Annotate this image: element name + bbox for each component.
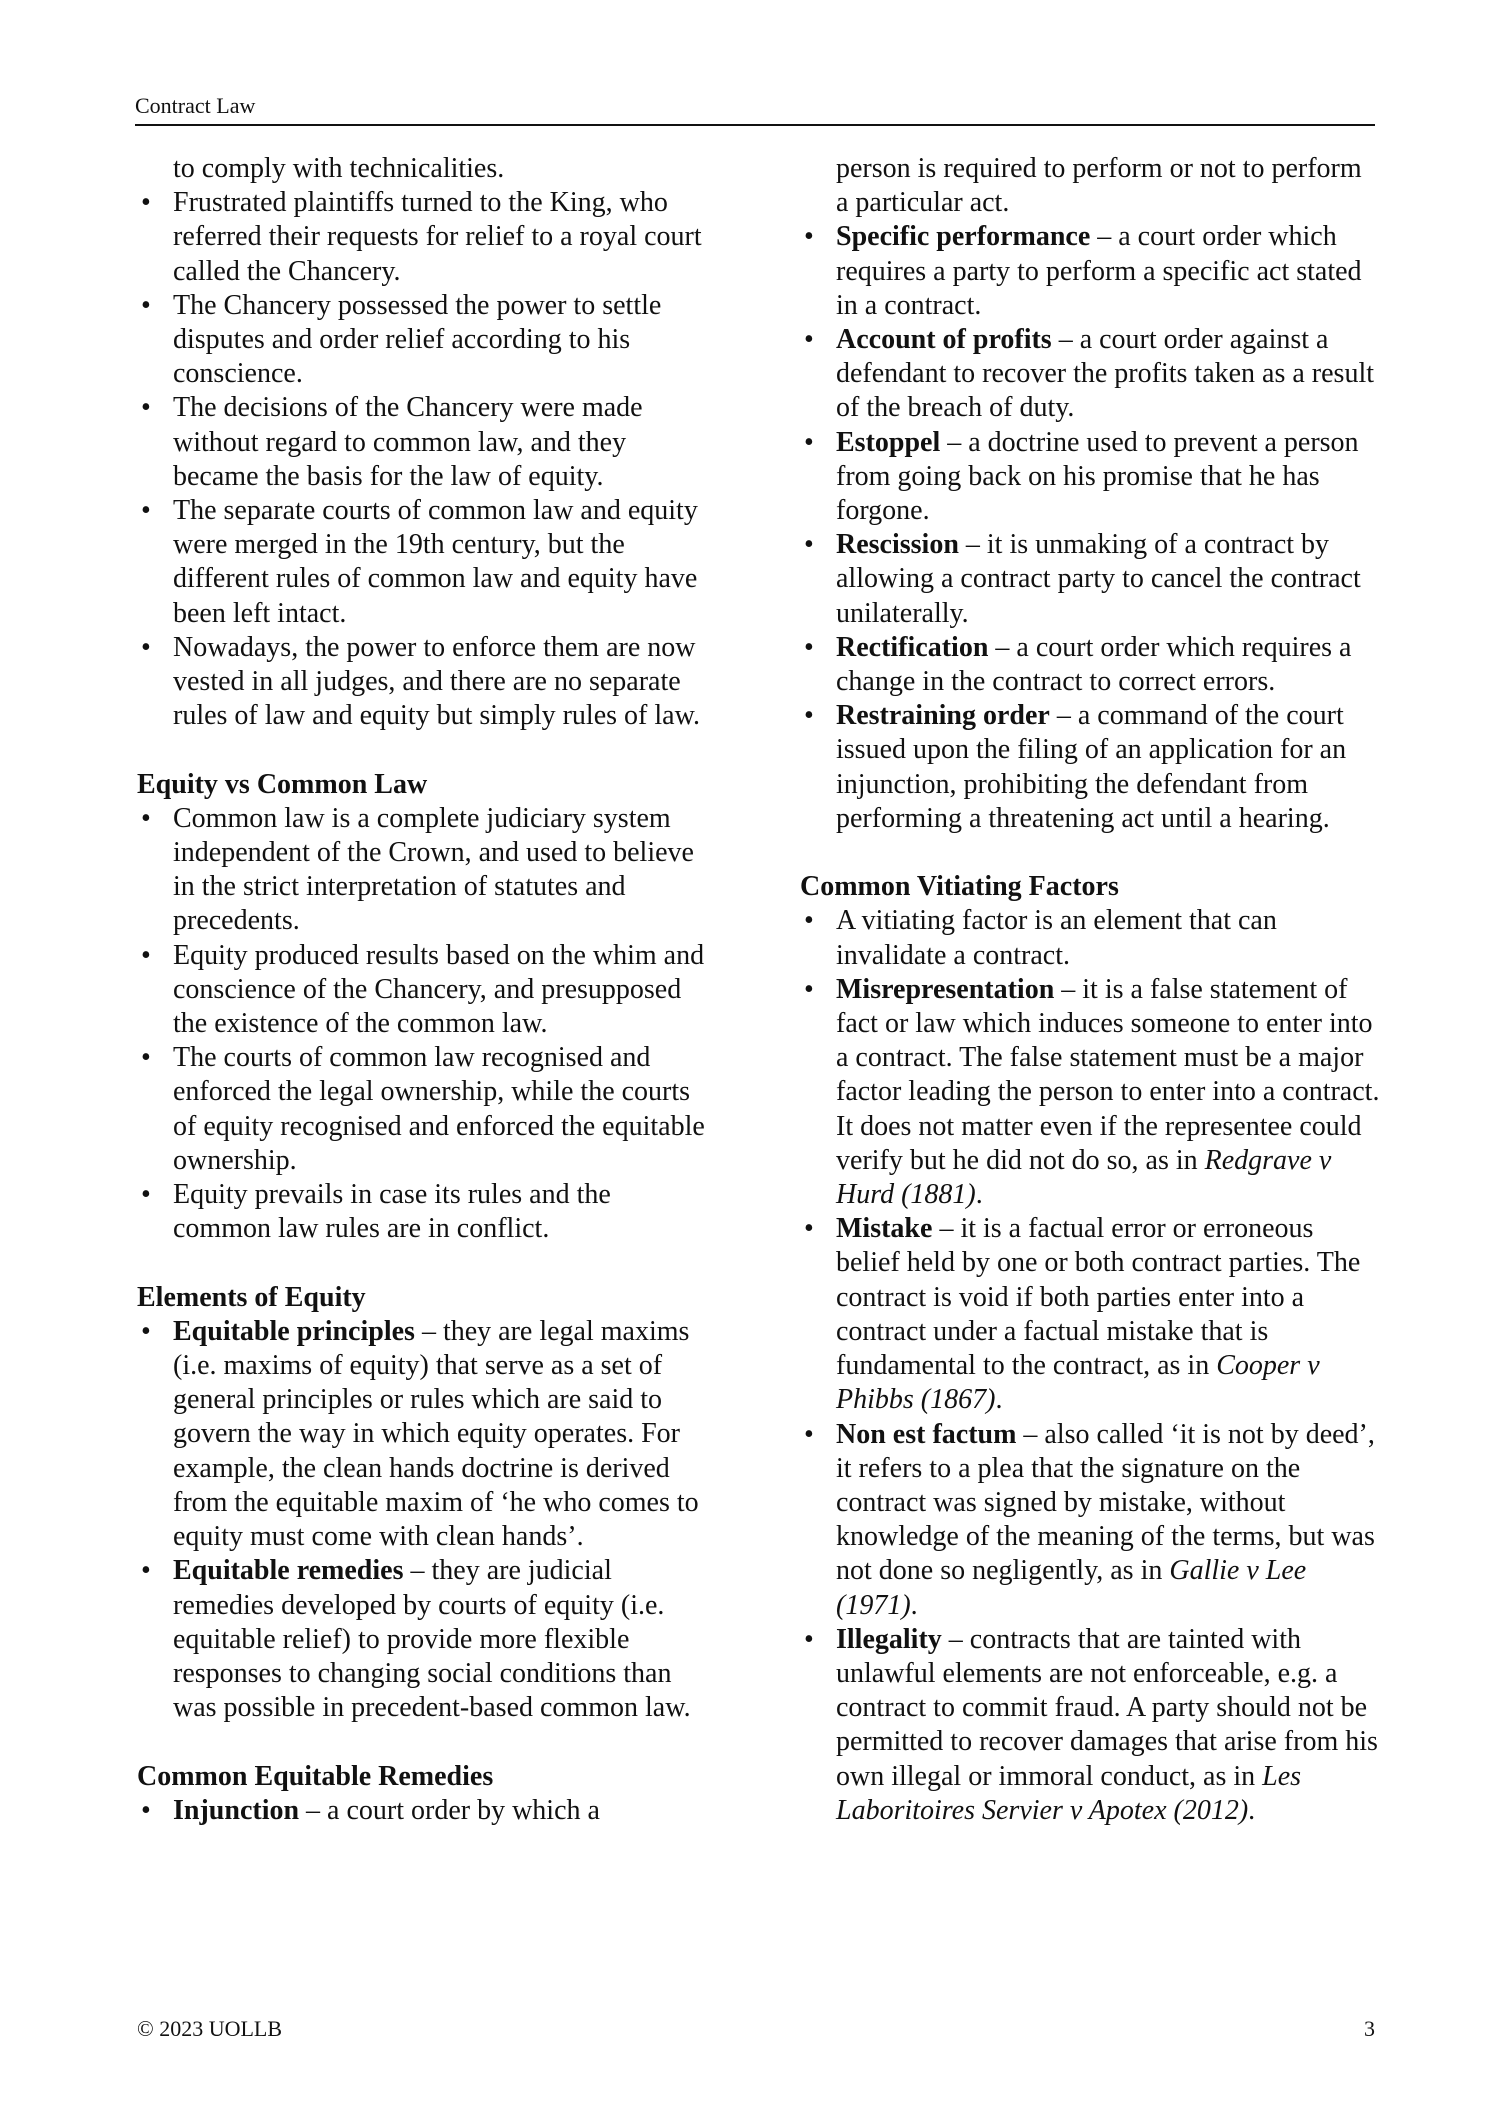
term: Equitable remedies — [173, 1555, 404, 1587]
definition: – they are judicial remedies developed by courts of equity (i.e. equitable relief) to provide more flexible responses to changing social conditions than was possible in precedent-based common law. — [173, 1555, 691, 1724]
page-number: 3 — [1364, 2016, 1375, 2041]
list-item — [137, 1315, 715, 1554]
section-heading-common-equitable-remedies: Common Equitable Remedies — [137, 1760, 494, 1792]
remedies-list — [800, 220, 1380, 836]
term: Illegality — [836, 1623, 942, 1655]
term: Specific performance — [836, 221, 1091, 253]
term: Restraining order — [836, 700, 1050, 732]
continued-text: to comply with technicalities. — [173, 153, 505, 184]
term: Account of profits — [836, 324, 1052, 356]
vitiating-list — [800, 904, 1380, 1827]
definition: – contracts that are tainted with unlawful elements are not enforceable, e.g. a contract to commit fraud. A party should not be permitted to recover damages that arise from his own illegal or immoral conduct, as in — [836, 1623, 1378, 1792]
elements-list — [137, 1315, 715, 1725]
definition: – a doctrine used to prevent a person from going back on his promise that he has forgone. — [836, 426, 1359, 527]
list-item: • Common law is a complete judiciary system independent of the Crown, and used to believe in the strict interpretation of statutes and precedents. — [137, 802, 715, 939]
definition: – it is a factual error or erroneous belief held by one or both contract parties. The contract is void if both parties enter into a contract under a factual mistake that is fundamental to the contract, as in — [836, 1213, 1361, 1382]
term: Injunction — [173, 1794, 300, 1826]
term: Estoppel — [836, 426, 941, 458]
punctuation: . — [975, 1179, 983, 1211]
punctuation: . — [1248, 1794, 1256, 1826]
definition: – a command of the court issued upon the filing of an application for an injunction, prohibiting the defendant from performing a threatening act until a hearing. — [836, 700, 1347, 834]
list-item: • Equity produced results based on the whim and conscience of the Chancery, and presupposed the existence of the common law. — [137, 939, 715, 1042]
list-item: • The decisions of the Chancery were made without regard to common law, and they became the basis for the law of equity. — [137, 391, 715, 494]
list-item: • The courts of common law recognised and enforced the legal ownership, while the courts of equity recognised and enforced the equitable ownership. — [137, 1041, 715, 1178]
list-item — [137, 1794, 715, 1828]
list-item — [800, 631, 1380, 699]
definition: – also called ‘it is not by deed’, it refers to a plea that the signature on the contract was signed by mistake, without knowledge of the meaning of the terms, but was not done so negligently, as in — [836, 1418, 1375, 1587]
list-item — [800, 1623, 1380, 1828]
definition: – it is unmaking of a contract by allowing a contract party to cancel the contract unilaterally. — [836, 529, 1361, 629]
case-citation: Redgrave v Hurd (1881) — [836, 1144, 1332, 1211]
term: Mistake — [836, 1213, 933, 1245]
list-item — [800, 1418, 1380, 1623]
term: Rescission — [836, 529, 959, 561]
section-heading-elements-of-equity: Elements of Equity — [137, 1281, 366, 1313]
list-item — [800, 323, 1380, 426]
footer-copyright: © 2023 UOLLB — [137, 2016, 283, 2041]
section-heading-common-vitiating-factors: Common Vitiating Factors — [800, 871, 1119, 903]
list-item: • Equity prevails in case its rules and the common law rules are in conflict. — [137, 1178, 715, 1246]
case-citation: Cooper v Phibbs (1867) — [836, 1350, 1320, 1416]
punctuation: . — [910, 1589, 918, 1621]
left-column — [137, 152, 715, 1828]
list-item: • Frustrated plaintiffs turned to the King, who referred their requests for relief to a royal court called the Chancery. — [137, 186, 715, 289]
case-citation: Les Laboritoires Servier v Apotex (2012) — [836, 1760, 1302, 1826]
term: Misrepresentation — [836, 973, 1055, 1005]
running-header: Contract Law — [135, 92, 1375, 126]
list-item: • The separate courts of common law and equity were merged in the 19th century, but the different rules of common law and equity have been left intact. — [137, 494, 715, 631]
definition: – a court order which requires a change in the contract to correct errors. — [836, 631, 1352, 698]
definition: – a court order against a defendant to recover the profits taken as a result of the breach of duty. — [836, 324, 1375, 424]
history-list — [137, 186, 715, 733]
list-item — [800, 426, 1380, 529]
list-item — [800, 528, 1380, 631]
list-item — [800, 1212, 1380, 1417]
right-column — [800, 152, 1380, 1828]
term: Non est factum — [836, 1418, 1017, 1450]
list-item — [800, 973, 1380, 1212]
term: Rectification — [836, 631, 989, 663]
list-item: • Nowadays, the power to enforce them are now vested in all judges, and there are no separate rules of law and equity but simply rules of law. — [137, 631, 715, 734]
case-citation: Gallie v Lee (1971) — [836, 1555, 1307, 1621]
list-item: • A vitiating factor is an element that can invalidate a contract. — [800, 904, 1380, 972]
list-item — [137, 1554, 715, 1725]
equity-vs-list — [137, 802, 715, 1247]
definition: – they are legal maxims (i.e. maxims of equity) that serve as a set of general principles or rules which are said to govern the way in which equity operates. For example, the clean hands doctrine is derived from the equitable maxim of ‘he who comes to equity must come with clean hands’. — [173, 1315, 699, 1553]
term: Equitable principles — [173, 1315, 415, 1347]
continued-text: person is required to perform or not to perform a particular act. — [836, 153, 1362, 219]
definition: – it is a false statement of fact or law which induces someone to enter into a contract. The false statement must be a major factor leading the person to enter into a contract. It does not matter even if the representee could verify but he did not do so, as in — [836, 973, 1380, 1176]
remedies-list-start — [137, 1794, 715, 1828]
section-heading-equity-vs-common-law: Equity vs Common Law — [137, 768, 428, 800]
list-item: • The Chancery possessed the power to settle disputes and order relief according to his conscience. — [137, 289, 715, 392]
list-item — [800, 699, 1380, 836]
definition: – a court order by which a — [299, 1794, 600, 1826]
punctuation: . — [995, 1384, 1003, 1416]
list-item — [800, 220, 1380, 323]
definition: – a court order which requires a party to perform a specific act stated in a contract. — [836, 221, 1362, 321]
